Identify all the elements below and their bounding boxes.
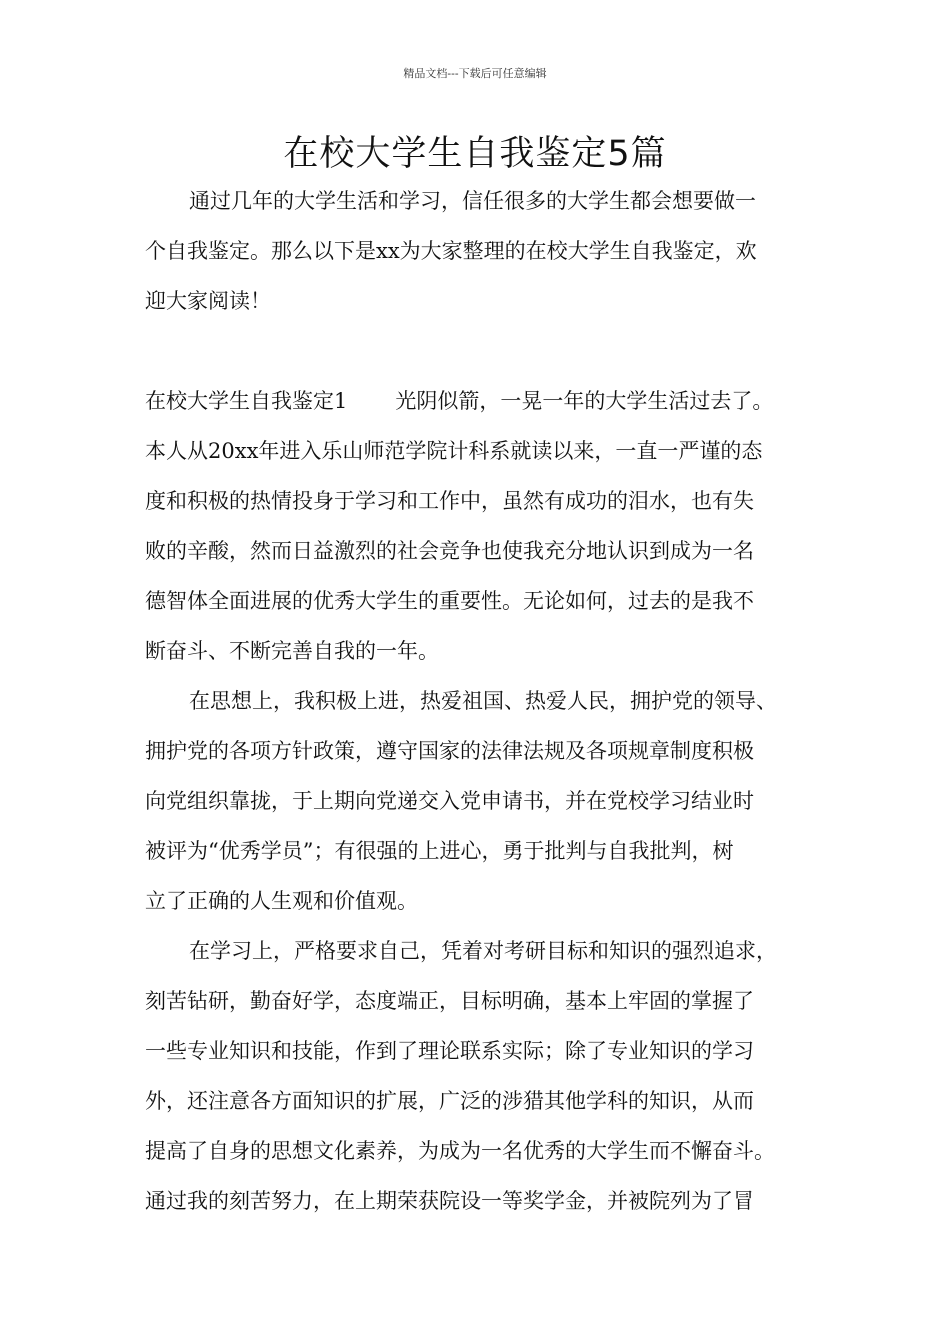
thought-line: 立了正确的人生观和价值观。 xyxy=(145,889,418,913)
section1-line: 败的辛酸，然而日益激烈的社会竞争也使我充分地认识到成为一名 xyxy=(145,539,754,563)
document-body xyxy=(145,176,835,1226)
study-line: 一些专业知识和技能，作到了理论联系实际；除了专业知识的学习 xyxy=(145,1039,754,1063)
thought-line: 拥护党的各项方针政策，遵守国家的法律法规及各项规章制度积极 xyxy=(145,739,754,763)
document-title: 在校大学生自我鉴定5篇 xyxy=(283,134,667,174)
section1-heading: 在校大学生自我鉴定1 xyxy=(145,389,348,413)
page-header-note: 精品文档---下载后可任意编辑 xyxy=(403,67,547,80)
intro-line: 通过几年的大学生活和学习，信任很多的大学生都会想要做一 xyxy=(189,189,756,213)
section1-line: 度和积极的热情投身于学习和工作中，虽然有成功的泪水，也有失 xyxy=(145,489,754,513)
study-line: 刻苦钻研，勤奋好学，态度端正，目标明确，基本上牢固的掌握了 xyxy=(145,989,754,1013)
study-line: 外，还注意各方面知识的扩展，广泛的涉猎其他学科的知识，从而 xyxy=(145,1089,754,1113)
study-line: 在学习上，严格要求自己，凭着对考研目标和知识的强烈追求， xyxy=(189,939,777,963)
study-line: 提高了自身的思想文化素养，为成为一名优秀的大学生而不懈奋斗。 xyxy=(145,1139,775,1163)
section1-line: 德智体全面进展的优秀大学生的重要性。无论如何，过去的是我不 xyxy=(145,589,754,613)
section1-first-text: 光阴似箭，一晃一年的大学生活过去了。 xyxy=(395,389,774,413)
thought-line: 被评为“优秀学员”；有很强的上进心，勇于批判与自我批判，树 xyxy=(145,839,734,863)
paragraph-spacer xyxy=(145,326,835,376)
study-line: 通过我的刻苦努力，在上期荣获院设一等奖学金，并被院列为了冒 xyxy=(145,1189,754,1213)
section1-line: 断奋斗、不断完善自我的一年。 xyxy=(145,639,439,663)
section1-first-line xyxy=(145,376,835,426)
thought-line: 在思想上，我积极上进，热爱祖国、热爱人民，拥护党的领导、 xyxy=(189,689,777,713)
section1-line: 本人从20xx年进入乐山师范学院计科系就读以来，一直一严谨的态 xyxy=(145,439,763,463)
intro-line: 个自我鉴定。那么以下是xx为大家整理的在校大学生自我鉴定，欢 xyxy=(145,239,757,263)
intro-line: 迎大家阅读！ xyxy=(145,289,271,313)
thought-line: 向党组织靠拢，于上期向党递交入党申请书，并在党校学习结业时 xyxy=(145,789,754,813)
